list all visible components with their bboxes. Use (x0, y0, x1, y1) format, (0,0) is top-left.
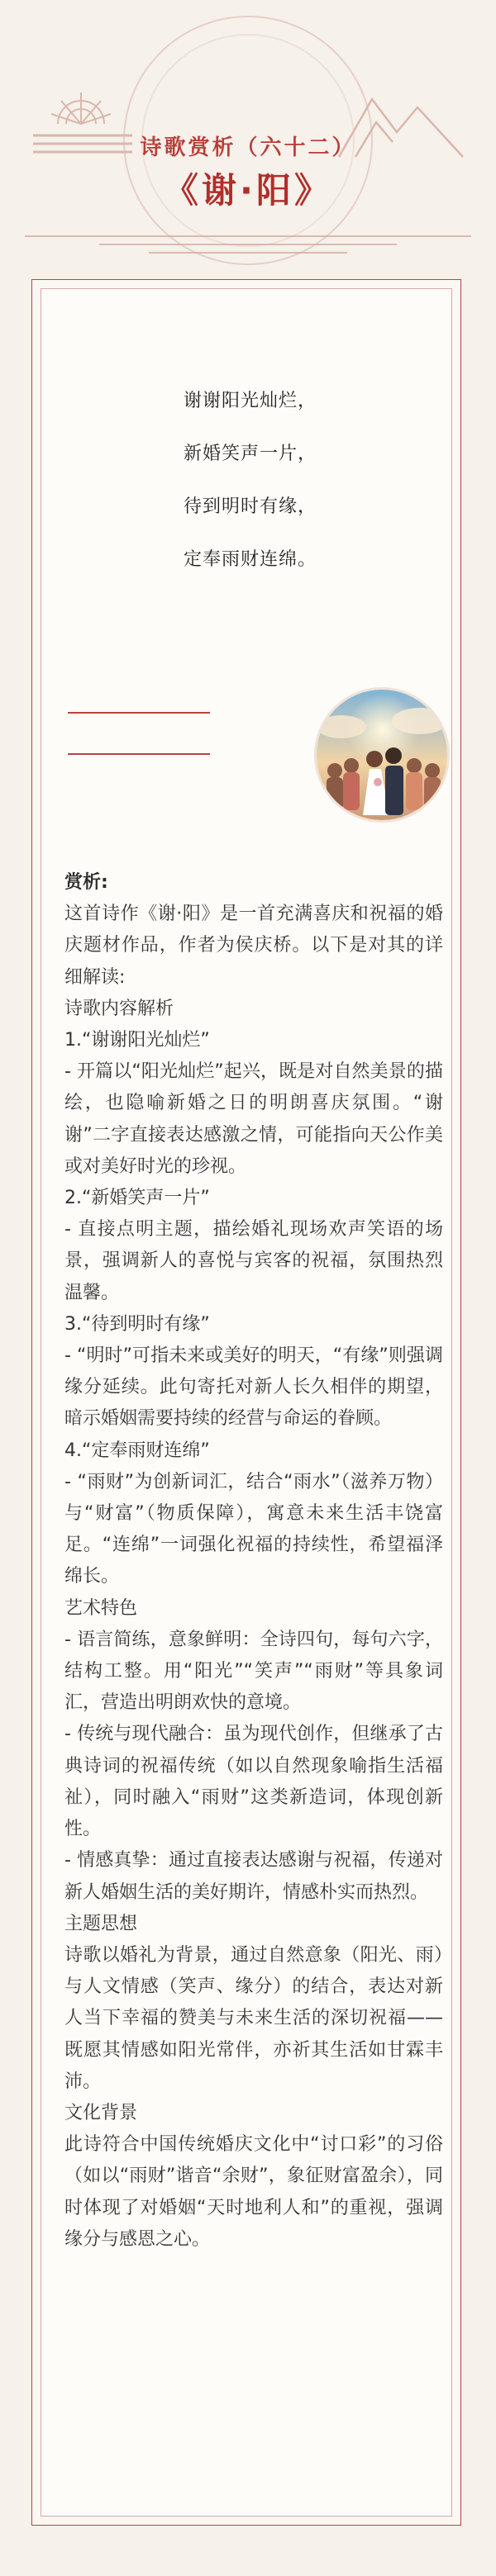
divider-line (68, 712, 210, 714)
section-heading: 主题思想 (64, 1913, 138, 1934)
commentary-paragraph: - 语言简练，意象鲜明：全诗四句，每句六字，结构工整。用“阳光”“笑声”“雨财”等具象词汇，营造出明朗欢快的意境。 (64, 1629, 443, 1714)
section-heading: 文化背景 (64, 2102, 138, 2123)
poem-line: 定奉雨财连绵。 (184, 549, 317, 570)
commentary-paragraph: 3.“待到明时有缘” (64, 1313, 210, 1335)
commentary-paragraph: 此诗符合中国传统婚庆文化中“讨口彩”的习俗（如以“雨财”谐音“余财”，象征财富盈余），同时体现了对婚姻“天时地利人和”的重视，强调缘分与感恩之心。 (64, 2134, 443, 2250)
divider-line (68, 753, 210, 755)
commentary-paragraph: - 开篇以“阳光灿烂”起兴，既是对自然美景的描绘，也隐喻新婚之日的明朗喜庆氛围。“谢谢”二字直接表达感激之情，可能指向天公作美或对美好时光的珍视。 (64, 1061, 443, 1177)
commentary-paragraph: 4.“定奉雨财连绵” (64, 1440, 210, 1461)
wedding-photo-image (317, 690, 449, 822)
series-title: 诗歌赏析（六十二） (140, 135, 356, 160)
poem-line: 新婚笑声一片， (184, 444, 317, 464)
commentary-paragraph: 这首诗作《谢·阳》是一首充满喜庆和祝福的婚庆题材作品，作者为侯庆桥。以下是对其的详细解读: (64, 904, 443, 988)
commentary (64, 867, 443, 2256)
commentary-paragraph: 2.“新婚笑声一片” (64, 1188, 210, 1209)
commentary-paragraph: - “明时”可指未来或美好的明天，“有缘”则强调缘分延续。此句寄托对新人长久相伴的期望，暗示婚姻需要持续的经营与命运的眷顾。 (64, 1345, 443, 1430)
commentary-label: 赏析: (64, 872, 108, 893)
commentary-paragraph: - 情感真挚：通过直接表达感谢与祝福，传递对新人婚姻生活的美好期许，情感朴实而热烈。 (64, 1850, 443, 1903)
commentary-paragraph: - 直接点明主题，描绘婚礼现场欢声笑语的场景，强调新人的喜悦与宾客的祝福，氛围热烈温馨。 (64, 1219, 443, 1303)
section-heading: 诗歌内容解析 (64, 998, 174, 1019)
commentary-paragraph: 1.“谢谢阳光灿烂” (64, 1030, 210, 1051)
commentary-paragraph: - “雨财”为创新词汇，结合“雨水”（滋养万物）与“财富”（物质保障），寓意未来生活丰饶富足。“连绵”一词强化祝福的持续性，希望福泽绵长。 (64, 1471, 443, 1587)
section-heading: 艺术特色 (64, 1597, 138, 1619)
content-card-inner (41, 288, 452, 2517)
content-card (31, 279, 461, 2526)
poem-line: 待到明时有缘， (184, 496, 317, 517)
commentary-paragraph: - 传统与现代融合：虽为现代创作，但继承了古典诗词的祝福传统（如以自然现象喻指生活福祉），同时融入“雨财”这类新造词，体现创新性。 (64, 1724, 443, 1840)
poem-title: 《谢·阳》 (164, 170, 332, 211)
poem-body (184, 375, 317, 586)
poem-line: 谢谢阳光灿烂， (184, 391, 317, 411)
header (0, 0, 496, 273)
commentary-paragraph: 诗歌以婚礼为背景，通过自然意象（阳光、雨）与人文情感（笑声、缘分）的结合，表达对新人当下幸福的赞美与未来生活的深切祝福——既愿其情感如阳光常伴，亦祈其生活如甘霖丰沛。 (64, 1944, 443, 2092)
wedding-photo (314, 687, 450, 823)
